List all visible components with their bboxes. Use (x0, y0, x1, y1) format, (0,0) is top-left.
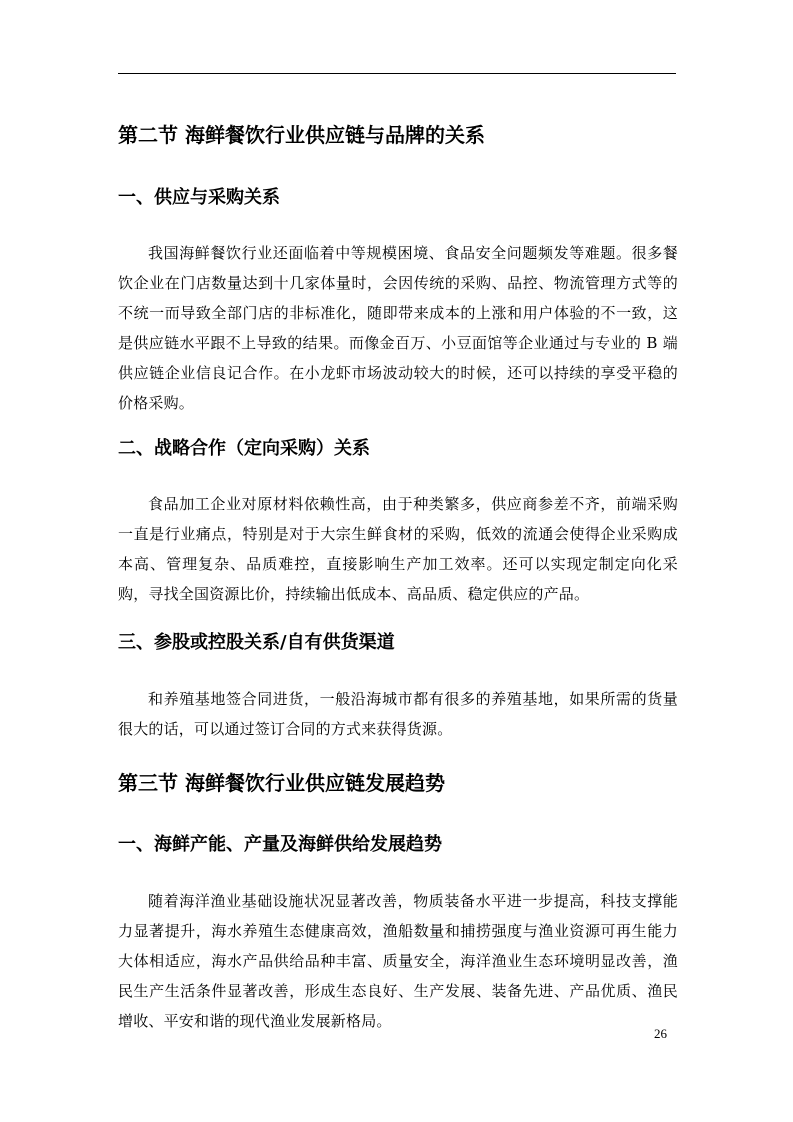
subsection-heading: 二、战略合作（定向采购）关系 (118, 438, 370, 459)
paragraph: 和养殖基地签合同进货，一般沿海城市都有很多的养殖基地，如果所需的货量很大的话，可以通过签订合同的方式来获得货源。 (118, 690, 678, 738)
subsection-heading: 三、参股或控股关系/自有供货渠道 (118, 632, 395, 653)
section-heading: 第三节 海鲜餐饮行业供应链发展趋势 (118, 771, 445, 795)
paragraph: 随着海洋渔业基础设施状况显著改善，物质装备水平进一步提高，科技支撑能力显著提升，海水养殖生态健康高效，渔船数量和捕捞强度与渔业资源可再生能力大体相适应，海水产品供给品种丰富、质量安全，海洋渔业生态环境明显改善，渔民生产生活条件显著改善，形成生态良好、生产发展、装备先进、产品优质、渔民增收、平安和谐的现代渔业发展新格局。 (118, 892, 678, 1030)
subsection-heading: 一、海鲜产能、产量及海鲜供给发展趋势 (118, 834, 442, 855)
header-rule (118, 73, 676, 74)
subsection-heading: 一、供应与采购关系 (118, 187, 280, 208)
paragraph: 我国海鲜餐饮行业还面临着中等规模困境、食品安全问题频发等难题。很多餐饮企业在门店数量达到十几家体量时，会因传统的采购、品控、物流管理方式等的不统一而导致全部门店的非标准化，随即带来成本的上涨和用户体验的不一致，这是供应链水平跟不上导致的结果。而像金百万、小豆面馆等企业通过与专业的 B 端供应链企业信良记合作。在小龙虾市场波动较大的时候，还可以持续的享受平稳的价格采购。 (118, 244, 678, 412)
paragraph: 食品加工企业对原材料依赖性高，由于种类繁多，供应商参差不齐，前端采购一直是行业痛点，特别是对于大宗生鲜食材的采购，低效的流通会使得企业采购成本高、管理复杂、品质难控，直接影响生产加工效率。还可以实现定制定向化采购，寻找全国资源比价，持续输出低成本、高品质、稳定供应的产品。 (118, 495, 678, 603)
section-heading: 第二节 海鲜餐饮行业供应链与品牌的关系 (118, 123, 485, 147)
page-number: 26 (654, 1026, 667, 1041)
